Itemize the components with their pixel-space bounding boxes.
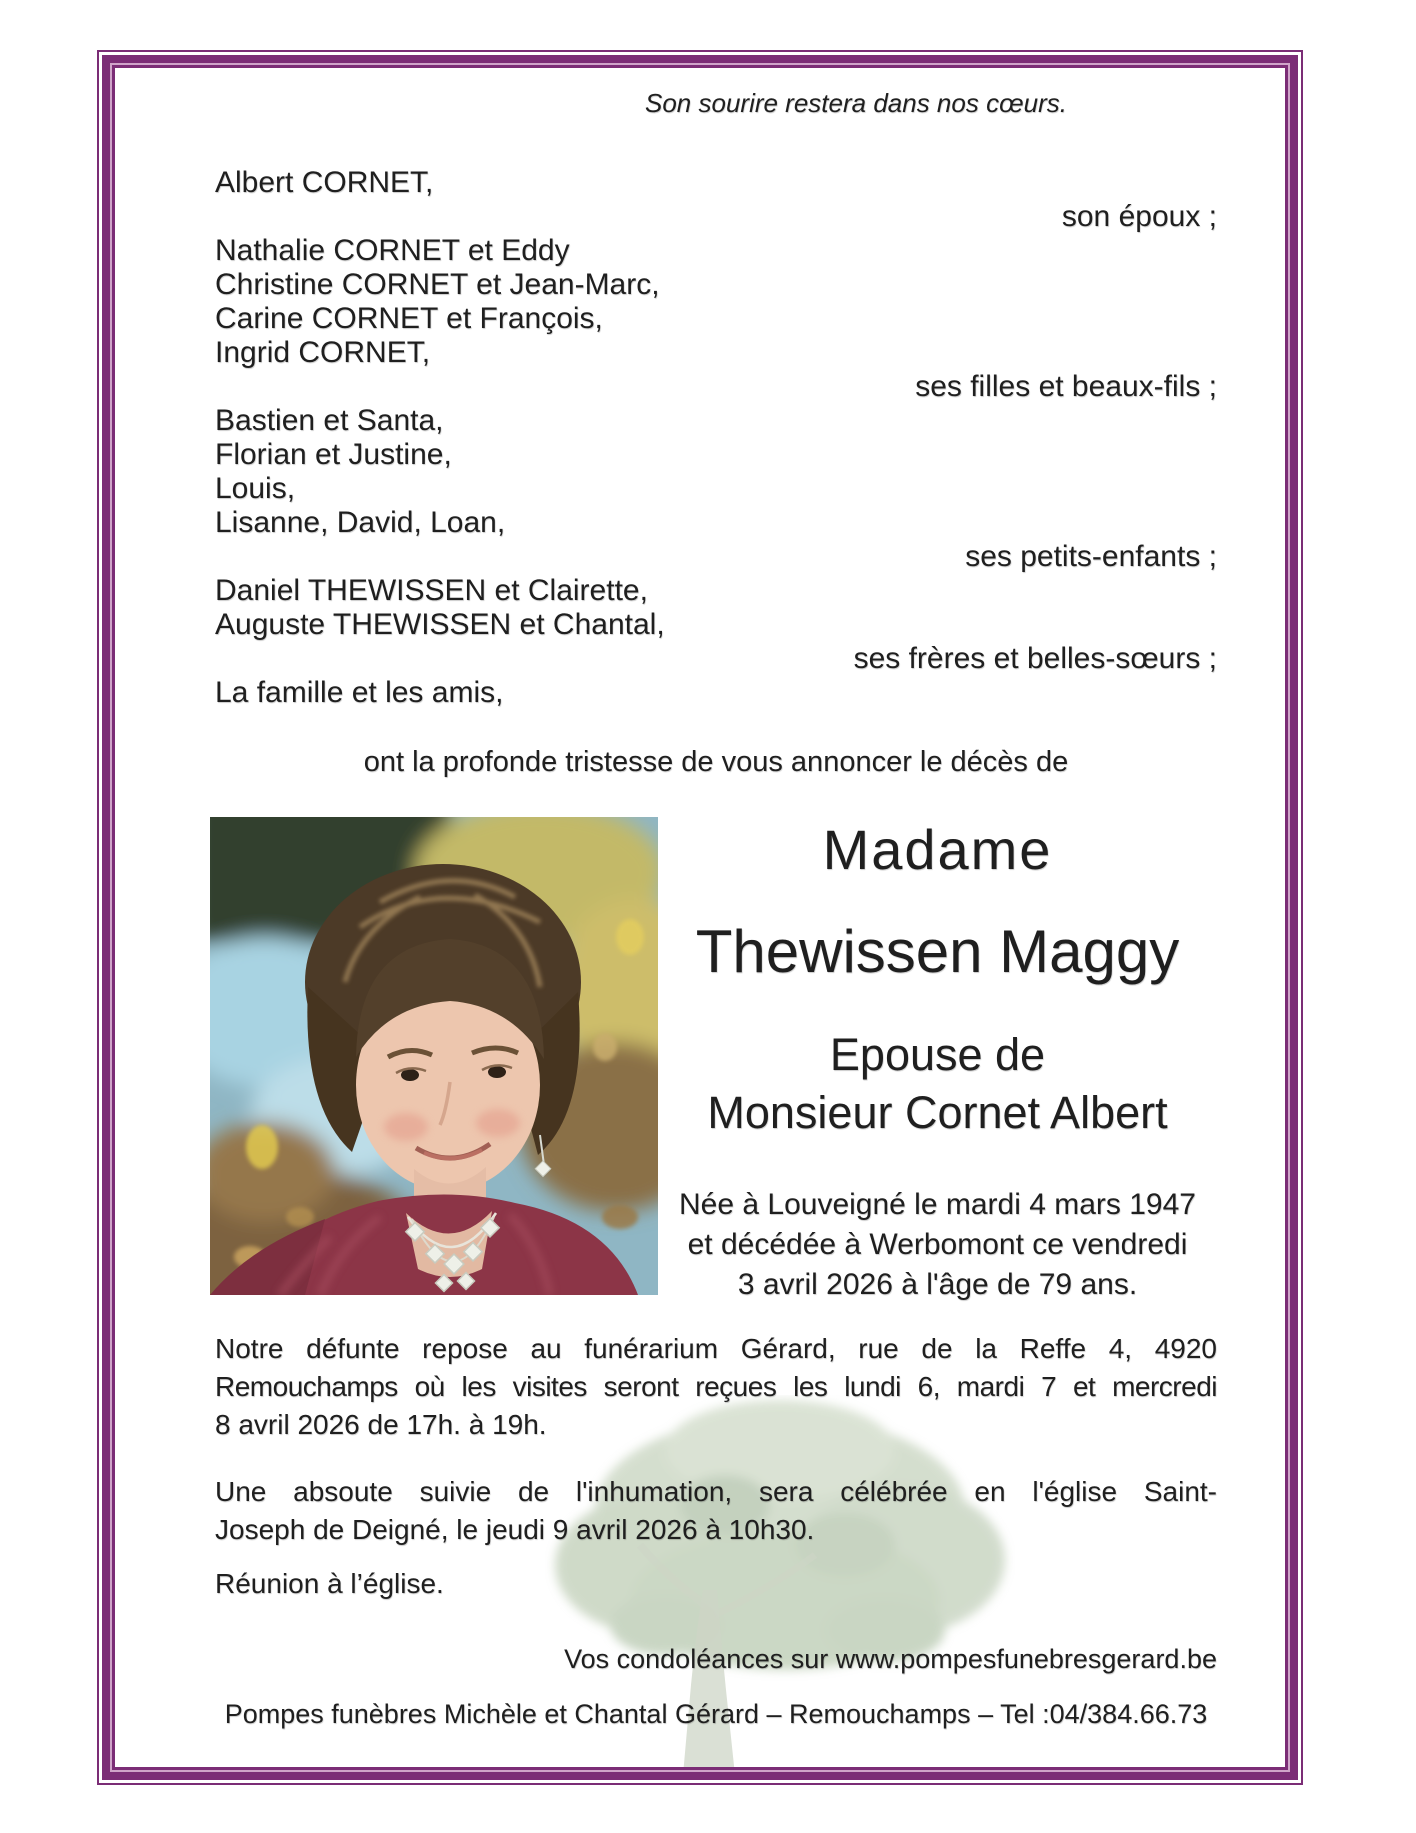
- relation-label: ses petits-enfants ;: [965, 540, 1217, 573]
- birth-death-line: et décédée à Werbomont ce vendredi: [687, 1228, 1188, 1261]
- family-member-line: Christine CORNET et Jean-Marc,: [215, 268, 660, 301]
- deceased-name: Thewissen Maggy: [695, 918, 1180, 985]
- relation-label: ses frères et belles-sœurs ;: [853, 642, 1217, 675]
- spouse-name: Monsieur Cornet Albert: [707, 1087, 1168, 1138]
- funeral-home-footer: Pompes funèbres Michèle et Chantal Gérard – Remouchamps – Tel :04/384.66.73: [224, 1699, 1208, 1729]
- service-paragraph: [215, 1473, 1217, 1549]
- family-member-line: Daniel THEWISSEN et Clairette,: [215, 574, 648, 607]
- relation-label: son époux ;: [1061, 200, 1217, 233]
- family-member-line: La famille et les amis,: [215, 676, 504, 709]
- birth-death-line: Née à Louveigné le mardi 4 mars 1947: [679, 1188, 1196, 1221]
- family-list: [215, 166, 1217, 710]
- family-member-line: Lisanne, David, Loan,: [215, 506, 506, 539]
- birth-death-details: [658, 1185, 1217, 1305]
- paragraph-line: 8 avril 2026 de 17h. à 19h.: [215, 1409, 547, 1440]
- paragraph-line: Une absoute suivie de l'inhumation, sera célébrée en l'église Saint-: [215, 1476, 1217, 1507]
- deceased-title: Madame: [822, 818, 1053, 881]
- relation-label: ses filles et beaux-fils ;: [915, 370, 1217, 403]
- family-member-line: Louis,: [215, 472, 296, 505]
- family-member-line: Carine CORNET et François,: [215, 302, 603, 335]
- reunion-note: Réunion à l’église.: [215, 1568, 444, 1599]
- decorative-border-frame: [115, 68, 1285, 1767]
- visitation-paragraph: [215, 1330, 1217, 1444]
- family-member-line: Florian et Justine,: [215, 438, 452, 471]
- family-member-line: Nathalie CORNET et Eddy: [215, 234, 570, 267]
- paragraph-line: Notre défunte repose au funérarium Gérard, rue de la Reffe 4, 4920: [215, 1333, 1217, 1364]
- birth-death-line: 3 avril 2026 à l'âge de 79 ans.: [737, 1268, 1138, 1301]
- family-member-line: Auguste THEWISSEN et Chantal,: [215, 608, 665, 641]
- deceased-name-block: [658, 817, 1217, 1382]
- family-member-line: Albert CORNET,: [215, 166, 434, 199]
- memorial-quote: Son sourire restera dans nos cœurs.: [645, 88, 1067, 118]
- paragraph-line: Joseph de Deigné, le jeudi 9 avril 2026 à 10h30.: [215, 1514, 815, 1545]
- spouse-intro: Epouse de: [829, 1029, 1046, 1080]
- portrait-photo: [210, 817, 658, 1295]
- family-member-line: Ingrid CORNET,: [215, 336, 431, 369]
- family-member-line: Bastien et Santa,: [215, 404, 444, 437]
- condolences-website-line: Vos condoléances sur www.pompesfunebresgerard.be: [564, 1644, 1217, 1674]
- announcement-line: ont la profonde tristesse de vous annoncer le décès de: [363, 746, 1069, 778]
- paragraph-line: Remouchamps où les visites seront reçues les lundi 6, mardi 7 et mercredi: [215, 1371, 1217, 1402]
